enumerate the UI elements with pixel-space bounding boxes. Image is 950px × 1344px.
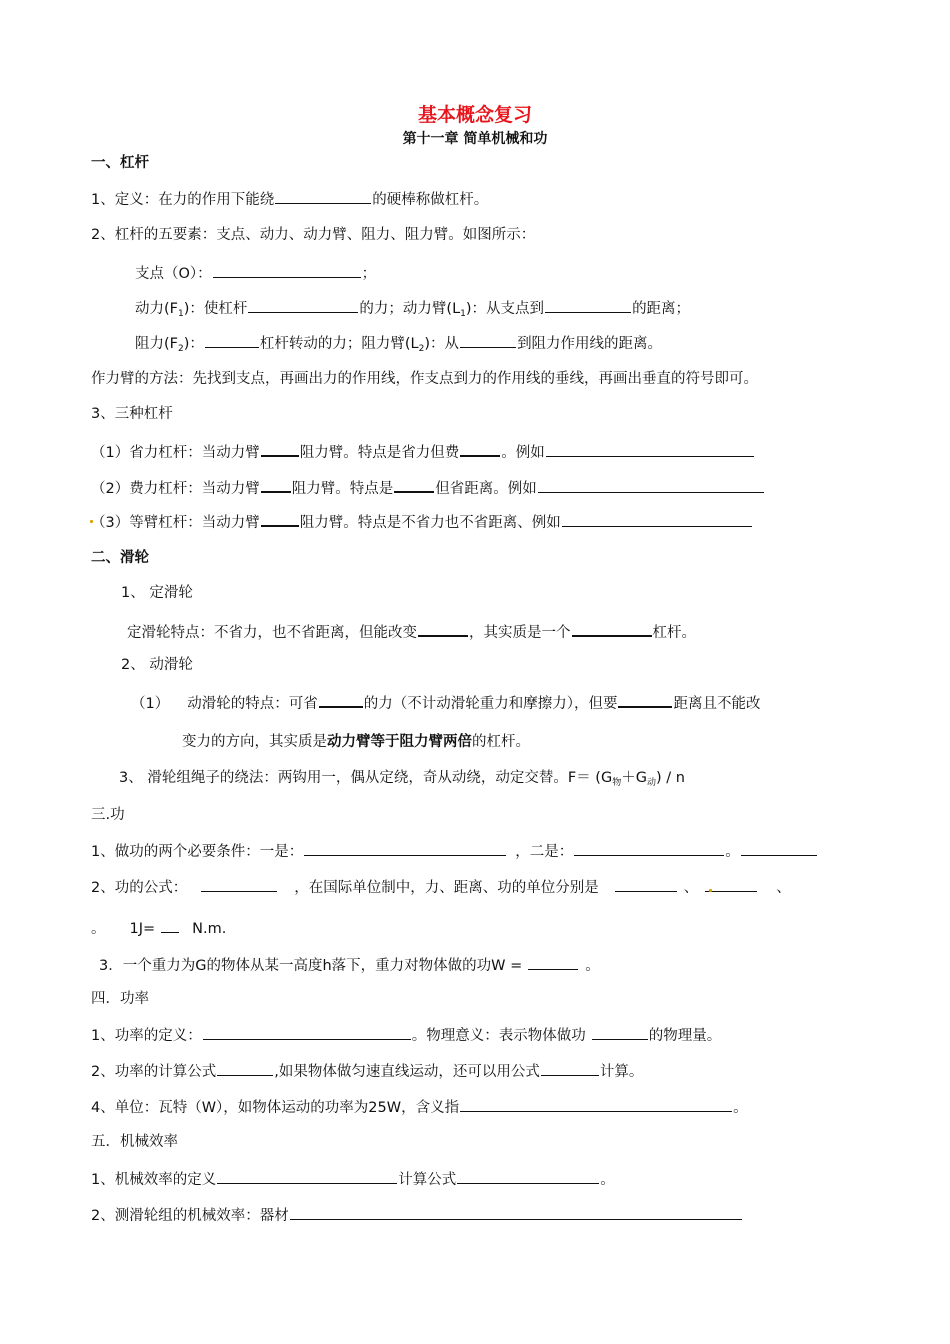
section-heading-work: 三.功 (91, 807, 125, 823)
text: 1J= (129, 921, 156, 937)
text: ，在国际单位制中，力、距离、功的单位分别是 (294, 880, 599, 896)
text: )：从 (424, 336, 460, 352)
blank (460, 1096, 732, 1112)
blank (572, 620, 652, 637)
blank (615, 876, 677, 892)
text: 3、 滑轮组绳子的绕法：两钩用一，偶从定绕，奇从动绕，动定交替。F＝ (G (119, 770, 613, 786)
text: （1）省力杠杆：当动力臂 (91, 445, 260, 461)
text: 阻力臂。特点是省力但费 (299, 445, 460, 461)
text: ，二是： (515, 844, 574, 860)
text: 的物理量。 (648, 1028, 722, 1044)
text: 支点（O）： (135, 266, 212, 282)
text: 。 (733, 1100, 748, 1116)
section-heading-efficiency: 五．机械效率 (91, 1134, 178, 1150)
gravity-work-line (99, 954, 600, 976)
blank (741, 840, 817, 856)
blank (562, 511, 752, 527)
blank (592, 1024, 648, 1040)
text: 、 (776, 880, 791, 896)
chapter-subtitle: 第十一章 简单机械和功 (402, 131, 548, 147)
subscript: 动 (646, 778, 656, 788)
text: 阻力(F (135, 336, 178, 352)
subscript: 1 (460, 309, 466, 319)
movable-pulley-heading: 2、 动滑轮 (121, 657, 193, 673)
text: （2）费力杠杆：当动力臂 (91, 481, 260, 497)
subscript: 2 (418, 344, 425, 354)
text: 1、定义：在力的作用下能绕 (91, 192, 275, 208)
blank (275, 188, 371, 204)
text: 距离且不能改 (673, 696, 761, 712)
text: 2、功率的计算公式 (91, 1064, 217, 1080)
blank (541, 1060, 599, 1076)
blank (545, 297, 631, 313)
text: 但省距离。例如 (435, 481, 537, 497)
text: 计算公式 (398, 1172, 457, 1188)
blank (546, 441, 754, 457)
text: 变力的方向，其实质是 (182, 734, 327, 750)
effort-line (135, 297, 690, 324)
text: 2、功的公式： (91, 880, 188, 896)
section-heading-power: 四．功率 (91, 991, 149, 1007)
text: 计算。 (599, 1064, 644, 1080)
resistance-line (135, 332, 662, 359)
text: 1、做功的两个必要条件：一是： (91, 844, 304, 860)
blank (248, 297, 358, 313)
subscript: 物 (612, 778, 622, 788)
blank (618, 691, 672, 708)
fixed-pulley-line (127, 620, 696, 643)
movable-pulley-line-cont (182, 732, 530, 752)
blank (418, 620, 468, 637)
blank (217, 1168, 397, 1184)
joule-line (91, 917, 226, 939)
blank (460, 440, 500, 457)
text: 的杠杆。 (472, 734, 530, 750)
power-definition-line (91, 1024, 721, 1046)
efficiency-definition-line (91, 1168, 615, 1190)
text: )：使杠杆 (183, 301, 248, 317)
three-levers-heading: 3、三种杠杆 (91, 406, 173, 422)
text: 的距离； (632, 301, 691, 317)
blank (394, 476, 434, 493)
text: （1） (131, 696, 170, 712)
blank (290, 1204, 742, 1220)
text: ) / n (655, 770, 685, 786)
blank (574, 840, 724, 856)
text: 动滑轮的特点：可省 (187, 696, 318, 712)
text: N.m. (192, 921, 227, 937)
text: ＋G (621, 770, 647, 786)
text: 定滑轮特点：不省力，也不省距离，但能改变 (127, 625, 417, 641)
blank (201, 876, 277, 892)
blank (319, 691, 363, 708)
moment-arm-method: 作力臂的方法：先找到支点，再画出力的作用线，作支点到力的作用线的垂线，再画出垂直的符号即可。 (91, 371, 758, 387)
blank (261, 440, 299, 457)
text: 阻力臂。特点是不省力也不省距离、例如 (299, 515, 561, 531)
movable-pulley-line (131, 691, 760, 714)
blank (705, 876, 757, 892)
blank (528, 954, 578, 970)
equal-arm-lever-line (91, 510, 753, 533)
work-conditions-line (91, 840, 818, 862)
subscript: 1 (178, 309, 184, 319)
blank (161, 917, 179, 933)
text: ； (361, 266, 377, 282)
blank (205, 332, 259, 348)
text: 杠杆转动的力；阻力臂(L (259, 336, 419, 352)
text: 的硬棒称做杠杆。 (372, 192, 489, 208)
work-formula-line (91, 876, 791, 898)
text: 4、单位：瓦特（W），如物体运动的功率为25W，含义指 (91, 1100, 460, 1116)
text: 。物理意义：表示物体做功 (411, 1028, 586, 1044)
text: （3）等臂杠杆：当动力臂 (91, 515, 260, 531)
blank (213, 262, 361, 278)
blank (261, 476, 291, 493)
blank (203, 1024, 411, 1040)
section-heading-lever: 一、杠杆 (91, 155, 149, 171)
text: 1、机械效率的定义 (91, 1172, 217, 1188)
text: 杠杆。 (652, 625, 696, 641)
fixed-pulley-heading: 1、 定滑轮 (121, 585, 193, 601)
blank (457, 1168, 599, 1184)
text: )： (183, 336, 204, 352)
text: 。 (600, 1172, 615, 1188)
text: 3．一个重力为G的物体从某一高度h落下，重力对物体做的功W = (99, 958, 523, 974)
lever-definition-line (91, 188, 488, 210)
text: 到阻力作用线的距离。 (517, 336, 663, 352)
efficiency-measure-line (91, 1204, 743, 1226)
blank (304, 840, 506, 856)
stray-mark (709, 889, 712, 892)
text: 的力（不计动滑轮重力和摩擦力），但要 (363, 696, 618, 712)
text: 动力(F (135, 301, 178, 317)
blank (261, 510, 299, 527)
subscript: 2 (178, 344, 184, 354)
text: ,如果物体做匀速直线运动，还可以用公式 (274, 1064, 540, 1080)
blank (538, 477, 764, 493)
lever-elements-line: 2、杠杆的五要素：支点、动力、动力臂、阻力、阻力臂。如图所示： (91, 227, 536, 243)
text: )：从支点到 (465, 301, 545, 317)
text: 1、功率的定义： (91, 1028, 202, 1044)
text: 、 (683, 880, 699, 896)
pulley-block-line (119, 768, 685, 793)
force-costing-lever-line (91, 476, 765, 499)
blank (460, 332, 516, 348)
text: 。 (585, 958, 600, 974)
page-title: 基本概念复习 (417, 104, 532, 126)
text: ，其实质是一个 (469, 625, 571, 641)
power-unit-line (91, 1096, 748, 1118)
blank (217, 1060, 273, 1076)
force-saving-lever-line (91, 440, 755, 463)
section-heading-pulley: 二、滑轮 (91, 550, 149, 566)
power-formula-line (91, 1060, 643, 1082)
text: 的力；动力臂(L (359, 301, 461, 317)
text: 。 (725, 844, 740, 860)
text: 2、测滑轮组的机械效率：器材 (91, 1208, 289, 1224)
emphasis-text: 动力臂等于阻力臂两倍 (327, 734, 472, 750)
text: 阻力臂。特点是 (291, 481, 394, 497)
text: 。例如 (501, 445, 545, 461)
fulcrum-line (135, 262, 376, 284)
text: 。 (91, 921, 106, 937)
